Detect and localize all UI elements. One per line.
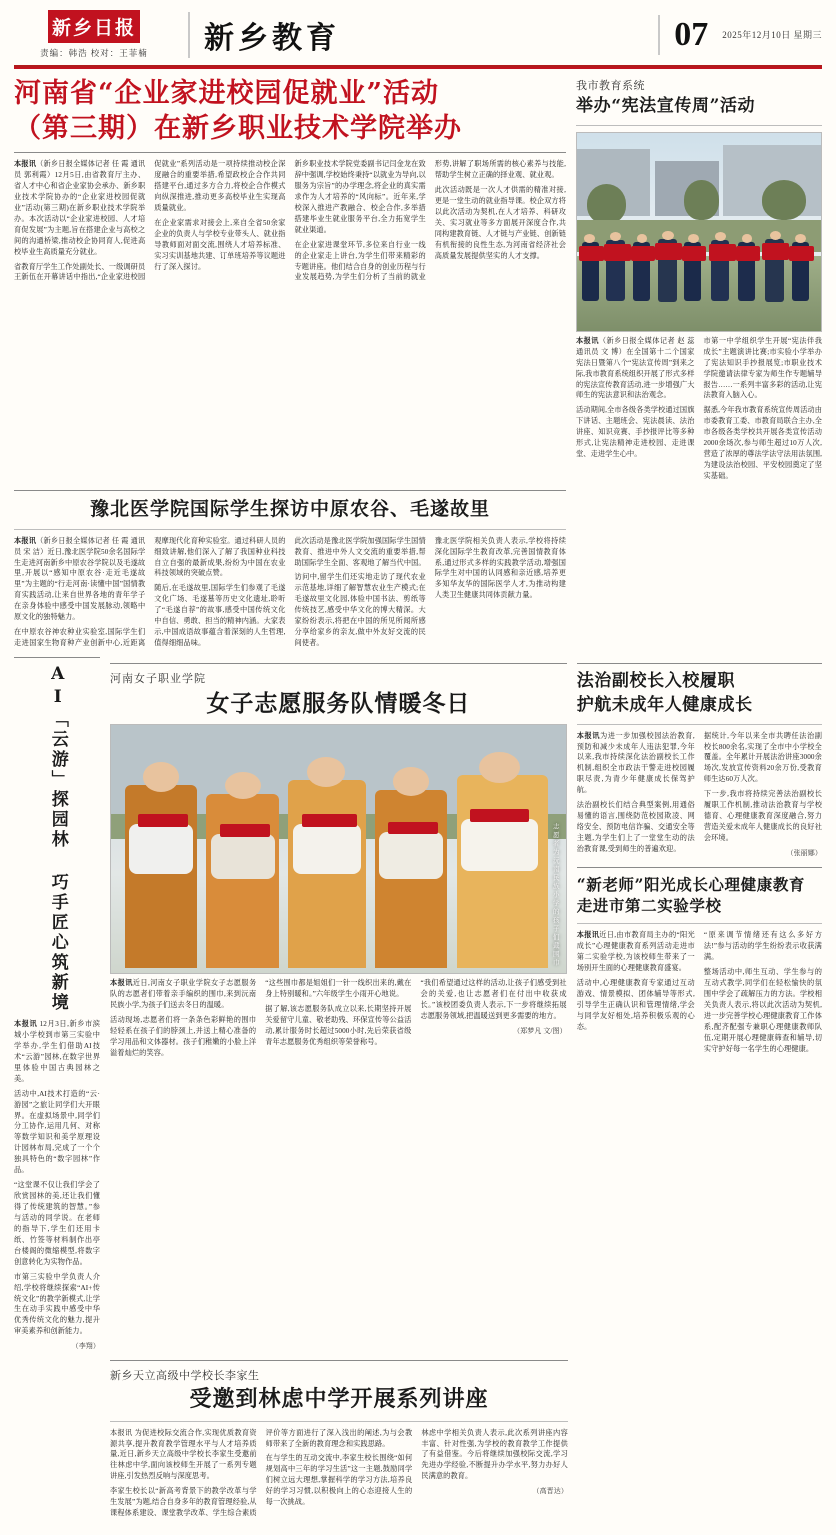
lead-para-0: 12月5日,由省教育厅主办、省人才中心和省企业家协会承办、新乡职业技术学院协办的“企业家进校园促就业”活动(第三期)在新乡职业技术学院举办。本次活动以“企业家进校园、人才培育促发展”为主题,旨在搭建企业与高校之间的沟通桥梁,推动校企协同育人,促进高校毕业生高质量充分就业。	[14, 171, 146, 256]
sunshine-para-1: 活动中,心理健康教育专家通过互动游戏、情景模拟、团体辅导等形式,引导学生正确认识和管理情绪,学会与同学友好相处,培养积极乐观的心态。	[576, 978, 695, 1031]
constitution-body	[576, 336, 822, 482]
lead-para-5: 此次活动既是一次人才供需的精准对接,更是一堂生动的就业指导课。校企双方将以此次活动为契机,在人才培养、科研攻关、实习就业等多方面展开深度合作,共同构建教育链、人才链与产业链、创新链有机衔接的良性生态,为河南省经济社会高质量发展提供坚实的人才支撑。	[434, 185, 566, 260]
sunshine-body	[577, 930, 822, 1054]
volunteer-org: 河南女子职业学院	[110, 673, 206, 685]
lead-byline: 本报讯	[14, 160, 37, 169]
masthead-divider	[188, 12, 190, 58]
masthead-red-rule	[14, 67, 822, 69]
lead-rule	[14, 152, 566, 153]
lead-headline-line2: （第三期）在新乡职业技术学院举办	[14, 112, 462, 144]
ai-sign: （李翔）	[71, 1342, 100, 1351]
lead-headline-line1: 河南省“企业家进校园促就业”活动	[14, 78, 440, 109]
constitution-para-1: 活动期间,全市各级各类学校通过国旗下讲话、主题班会、宪法晨读、法治讲座、知识竞赛、手抄报评比等多种形式,让宪法精神走进校园、走进课堂、走进学生心中。	[576, 406, 695, 459]
volunteer-sign: （郑梦凡 文/图）	[513, 1026, 567, 1035]
lecture-para-3: 林虑中学相关负责人表示,此次系列讲座内容丰富、针对性强,为学校的教育教学工作提供了有益借鉴。今后将继续加强校际交流,学习先进办学经验,不断提升办学水平,努力办好人民满意的教育。	[421, 1428, 568, 1481]
lecture-kicker: 新乡天立高级中学校长李家生	[110, 1369, 260, 1382]
page-rule-left	[658, 15, 660, 55]
constitution-rule	[576, 125, 822, 126]
lecture-rule-top	[110, 1360, 568, 1361]
yubei-story	[14, 490, 566, 649]
lead-body	[14, 159, 566, 283]
lecture-para-2: 在与学生的互动交流中,李家生校长围绕“如何规划高中三年的学习生活”这一主题,鼓励同学们树立远大理想,掌握科学的学习方法,培养良好的学习习惯,以积极向上的心态迎接人生的每一次挑战。	[265, 1454, 413, 1507]
section-title: 新乡教育	[204, 20, 340, 56]
lecture-headline: 受邀到林虑中学开展系列讲座	[189, 1385, 489, 1412]
sunshine-para-2: “原来调节情绪还有这么多好方法!”参与活动的学生纷纷表示收获满满。	[703, 931, 822, 961]
volunteer-byline: 本报讯	[110, 979, 133, 988]
ai-para-1: 活动中,AI技术打造的“云·游园”之旅让同学们大开眼界。在虚拟场景中,同学们分工协作,运用几何、对称等数学知识和美学原理设计园林布局,完成了一个个独具特色的“数字园林”作品。	[14, 1089, 100, 1175]
ai-headline: AI「云游」探园林 巧手匠心筑新境	[47, 664, 68, 1013]
constitution-para-3: 据悉,今年我市教育系统宣传周活动由市委教育工委、市教育局联合主办,全市各级各类学校共开展各类宣传活动2000余场次,参与师生超过10万人次,营造了浓厚的尊法学法守法用法氛围,为建设法治校园、平安校园奠定了坚实基础。	[703, 406, 822, 481]
newspaper-logo	[14, 10, 174, 59]
ai-story	[14, 657, 100, 1352]
sunshine-headline-line1: “新老师”阳光成长心理健康教育	[576, 874, 806, 894]
yubei-para-0: 近日,豫北医学院50余名国际学生走进河南新乡中原农谷学院以及毛遂故里,开展以“感知中原农谷·走近毛遂故里”为主题的“行走河南·读懂中国”国情教育实践活动,让来自世界各地的青年学子在亲身体验中感受中国发展脉动,领略中原文化的独特魅力。	[14, 547, 146, 622]
volunteer-body	[110, 978, 567, 1059]
volunteer-para-1: 活动现场,志愿者们将一条条色彩鲜艳的围巾轻轻系在孩子们的脖颈上,并送上精心准备的学习用品和文体器材。孩子们稚嫩的小脸上洋溢着灿烂的笑容。	[110, 1015, 257, 1057]
vp-para-3: 下一步,我市将持续完善法治副校长履职工作机制,推动法治教育与学校德育、心理健康教育深度融合,努力营造关爱未成年人健康成长的良好社会环境。	[703, 790, 822, 843]
lead-story	[14, 77, 566, 482]
volunteer-para-4: “我们希望通过这样的活动,让孩子们感受到社会的关爱,也让志愿者们在付出中收获成长。”该校团委负责人表示,下一步将继续拓展志愿服务领域,把温暖送到更多需要的地方。	[420, 979, 567, 1020]
constitution-para-0: 在全国第十二个国家宪法日暨第八个“宪法宣传周”到来之际,我市教育系统组织开展了形式多样的宪法宣传教育活动,进一步增强广大师生的宪法意识和法治观念。	[576, 347, 695, 400]
yubei-rule-top	[14, 490, 566, 491]
lecture-para-1: 李家生校长以“新高考背景下的教学改革与学生发展”为题,结合自身多年的教育管理经验,从课程体系建设、课堂教学改革、学生综合素质评价等方面进行了深入浅出的阐述,为与会教师带来了全新的教育理念和实践思路。	[110, 1428, 413, 1518]
lecture-para-0: 本报讯 为促进校际交流合作,实现优质教育资源共享,提升教育教学管理水平与人才培养质量,近日,新乡天立高级中学校长李家生受邀前往林虑中学,面向该校师生开展了一系列专题讲座,引发热烈反响与深度思考。	[110, 1428, 257, 1481]
vp-para-2: 据统计,今年以来全市共聘任法治副校长800余名,实现了全市中小学校全覆盖。全年累计开展法治讲座3000余场次,发放宣传资料20余万份,受教育师生达60万人次。	[703, 731, 822, 784]
volunteer-headline: 女子志愿服务队情暖冬日	[206, 690, 471, 717]
masthead-credits: 责编：韩浩 校对：王菲楠	[40, 48, 148, 58]
top-section	[14, 77, 822, 482]
volunteer-story	[110, 657, 567, 1059]
ai-para-2: “这堂课不仅让我们学会了欣赏园林的美,还让我们懂得了传统建筑的智慧。”参与活动的同学说。在老师的指导下,学生们还用卡纸、竹签等材料制作出亭台楼阁的微缩模型,将数字创意转化为实物作品。	[14, 1181, 100, 1266]
ai-body	[14, 1019, 100, 1352]
constitution-source: （新乡日报全媒体记者 赵 蕊 通讯员 文 博）	[576, 336, 695, 356]
lead-source: （新乡日报全媒体记者 任 霞 通讯员 郭利霞）	[14, 160, 146, 180]
ai-para-0: 新乡市滨城小学校到市第三实验中学举办,学生们借助AI技术“云游”园林,在数字世界里体验中国古典园林之美。	[14, 1020, 100, 1083]
lecture-sign: （高晋达）	[532, 1487, 568, 1496]
yubei-para-5: 豫北医学院相关负责人表示,学校将持续深化国际学生教育改革,完善国情教育体系,通过形式多样的实践教学活动,增强国际学生对中国的认同感和亲近感,培养更多知华友华的国际医学人才,为推动构建人类卫生健康共同体贡献力量。	[434, 536, 566, 600]
sunshine-headline-line2: 走进市第二实验学校	[576, 896, 722, 916]
middle-section	[14, 657, 822, 1352]
volunteer-para-0: 近日,河南女子职业学院女子志愿服务队的志愿者们带着亲手编织的围巾,来到沅南民族小学,为孩子们送去冬日的温暖。	[110, 979, 257, 1009]
masthead-right	[658, 15, 822, 55]
vp-rule-top	[577, 663, 822, 664]
masthead	[14, 10, 822, 67]
lead-para-3: 新乡职业技术学院党委副书记闫金龙在致辞中强调,学校始终秉持“以就业为导向,以服务为宗旨”的办学理念,将企业的真实需求作为人才培养的“风向标”。近年来,学校深入推进产教融合、校企合作,多举措搭建毕业生就业服务平台,全力拓宽学生就业渠道。	[294, 160, 426, 234]
sunshine-para-0: 近日,由市教育局主办的“阳光成长”心理健康教育系列活动走进市第二实验学校,为该校师生带来了一场别开生面的心理健康教育盛宴。	[576, 931, 695, 972]
vp-headline-line1: 法治副校长入校履职	[576, 671, 736, 691]
yubei-para-3: 此次活动是豫北医学院加强国际学生国情教育、推进中外人文交流的重要举措,帮助国际学生全面、客观地了解当代中国。	[294, 536, 426, 567]
volunteer-para-2: “这些围巾都是姐姐们一针一线织出来的,戴在身上特别暖和。”六年级学生小雨开心地说。	[265, 979, 412, 998]
lead-para-1: 省教育厅学生工作处副处长、一级调研员王新伍在开幕讲话中指出,“企业家进校园促就业”系列活动是一项持续推动校企深度融合的重要举措,希望政校企合作共同搭建平台,通过多方合力,将校企合作模式向纵深推进,推动更多高校毕业生实现高质量就业。	[14, 160, 286, 282]
vp-headline-line2: 护航未成年人健康成长	[576, 694, 753, 715]
yubei-para-1: 在中原农谷神农种业实验室,国际学生们走进国家生物育种产业创新中心,近距离观摩现代化育种实验室。通过科研人员的细致讲解,他们深入了解了我国种业科技自立自强的最新成果,纷纷为中国在农业科技领域的突破点赞。	[14, 536, 286, 648]
constitution-story	[576, 77, 822, 482]
page-number: 07	[674, 15, 709, 53]
constitution-photo	[576, 132, 822, 332]
sunshine-para-3: 整场活动中,师生互动、学生参与的互动式教学,同学们在轻松愉快的氛围中学会了疏解压力的方法。学校相关负责人表示,将以此次活动为契机,进一步完善学校心理健康教育工作体系,配齐配强专兼职心理健康教师队伍,定期开展心理健康筛查和辅导,切实守护好每一名学生的心理健康。	[703, 967, 822, 1053]
constitution-kicker: 我市教育系统	[576, 80, 645, 92]
constitution-byline: 本报讯	[576, 336, 599, 345]
vp-rule-bottom	[577, 724, 822, 725]
newspaper-logo-text: 新乡日报	[48, 10, 140, 43]
yubei-source: （新乡日报全媒体记者 任 霞 通讯员 宋 洁）	[14, 536, 146, 556]
vp-body	[577, 731, 822, 859]
lead-para-2: 在企业家需求对接会上,来自全省50余家企业的负责人与学校专业带头人、就业指导教师面对面交流,围绕人才培养标准、实习实训基地共建、订单班培养等议题进行了深入探讨。	[154, 218, 286, 271]
sunshine-rule-bottom	[577, 923, 822, 924]
lecture-story	[110, 1360, 568, 1519]
sunshine-rule-top	[577, 867, 822, 868]
ai-byline: 本报讯	[14, 1020, 38, 1028]
volunteer-photo-stamp: 志愿者为沅南民族小学的孩子们戴围巾	[551, 822, 559, 968]
vp-para-1: 法治副校长们结合典型案例,用通俗易懂的语言,围绕防范校园欺凌、网络安全、预防电信诈骗、交通安全等主题,为学生们上了一堂堂生动的法治教育课,受到师生的普遍欢迎。	[576, 801, 695, 853]
yubei-body	[14, 536, 566, 649]
sunshine-byline: 本报讯	[576, 931, 600, 940]
vp-para-0: 为进一步加强校园法治教育,预防和减少未成年人违法犯罪,今年以来,我市持续深化法治副校长工作机制,组织全市政法干警走进校园履职尽责,为青少年健康成长保驾护航。	[576, 731, 695, 795]
vice-principal-story	[577, 657, 822, 1054]
ai-date: 12月3日,	[39, 1020, 69, 1028]
vp-sign: （张丽娜）	[786, 848, 822, 857]
yubei-para-2: 随后,在毛遂故里,国际学生们参观了毛遂文化广场、毛遂墓等历史文化遗址,聆听了“毛遂自荐”的故事,感受中国传统文化中自信、勇敢、担当的精神内涵。大家表示,中国成语故事蕴含着深刻的人生哲理,值得细细品味。	[154, 584, 286, 648]
vp-byline: 本报讯	[576, 731, 600, 740]
publication-date: 2025年12月10日 星期三	[722, 30, 822, 40]
yubei-para-4: 访问中,留学生们还实地走访了现代农业示范基地,详细了解智慧农业生产模式;在毛遂故里文化园,体验中国书法、剪纸等传统技艺,感受中华文化的博大精深。大家纷纷表示,将把在中国的所见所闻所感分享给家乡的亲友,做中外友好交流的民间使者。	[294, 573, 426, 648]
yubei-headline: 豫北医学院国际学生探访中原农谷、毛遂故里	[89, 497, 490, 520]
ai-para-3: 市第三实验中学负责人介绍,学校将继续探索“AI+传统文化”的教学新模式,让学生在动手实践中感受中华优秀传统文化的魅力,提升审美素养和创新能力。	[14, 1272, 100, 1336]
volunteer-rule-top	[110, 663, 567, 664]
volunteer-para-3: 据了解,该志愿服务队成立以来,长期坚持开展关爱留守儿童、敬老助残、环保宣传等公益活动,累计服务时长超过5000小时,先后荣获省级青年志愿服务优秀组织等荣誉称号。	[265, 1004, 412, 1046]
yubei-byline: 本报讯	[14, 536, 37, 545]
lecture-body	[110, 1428, 568, 1520]
constitution-headline: 举办“宪法宣传周”活动	[576, 96, 756, 116]
yubei-rule-bottom	[14, 529, 566, 530]
volunteer-photo	[110, 724, 567, 974]
lead-para-4: 在企业家进课堂环节,多位来自行业一线的企业家走上讲台,为学生们带来精彩的专题讲座。他们结合自身的创业历程与行业发展趋势,为学生们分析了当前的就业形势,讲解了职场所需的核心素养与技能,帮助学生树立正确的择业观、就业观。	[294, 160, 566, 282]
constitution-para-2: 市第一中学组织学生开展“宪法伴我成长”主题演讲比赛;市实验小学举办了宪法知识手抄报展览;市职业技术学院邀请法律专家为师生作专题辅导报告……一系列丰富多彩的活动,让宪法教育入脑入心。	[703, 336, 822, 400]
lecture-rule-bottom	[110, 1421, 568, 1422]
